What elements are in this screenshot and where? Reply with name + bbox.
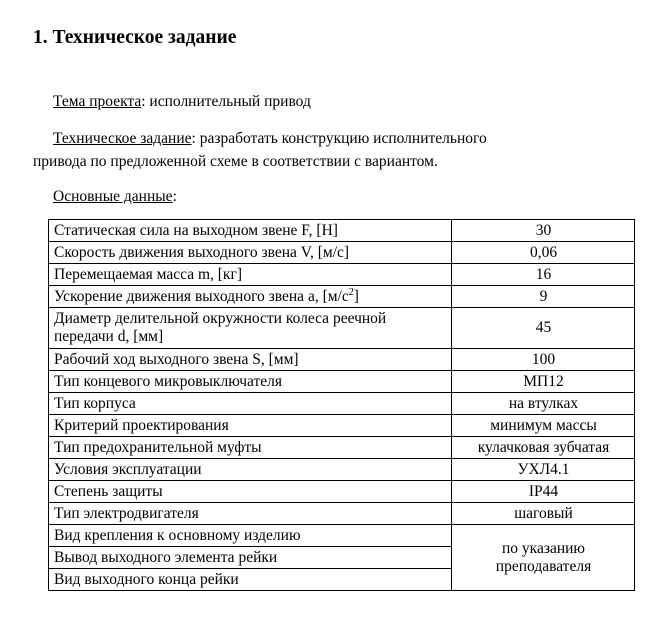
param-name-text: Ускорение движения выходного звена a, [м/с	[54, 287, 349, 305]
technical-task	[33, 127, 593, 173]
param-name	[49, 286, 452, 308]
param-value: УХЛ4.1	[452, 459, 635, 481]
param-value: кулачковая зубчатая	[452, 437, 635, 459]
technical-task-text-line1: : разработать конструкцию исполнительного	[191, 130, 487, 147]
param-value: МП12	[452, 371, 635, 393]
param-value: 30	[452, 220, 635, 242]
main-data-label: Основные данные	[53, 188, 173, 205]
main-data-caption	[53, 185, 177, 208]
param-value: минимум массы	[452, 415, 635, 437]
param-name: Тип электродвигателя	[49, 503, 452, 525]
param-name: Критерий проектирования	[49, 415, 452, 437]
param-name: Тип концевого микровыключателя	[49, 371, 452, 393]
table-row	[49, 308, 635, 349]
table-row	[49, 437, 635, 459]
param-name: Скорость движения выходного звена V, [м/с]	[49, 242, 452, 264]
param-value: 100	[452, 349, 635, 371]
param-value: IP44	[452, 481, 635, 503]
merged-param-value	[452, 525, 635, 591]
param-value: 9	[452, 286, 635, 308]
table-row	[49, 286, 635, 308]
table-row	[49, 242, 635, 264]
param-value: на втулках	[452, 393, 635, 415]
param-name-line1: Диаметр делительной окружности колеса реечной	[54, 310, 387, 327]
table-row	[49, 349, 635, 371]
param-name: Вид выходного конца рейки	[49, 569, 452, 591]
project-topic-label: Тема проекта	[53, 93, 142, 110]
main-data-colon: :	[172, 188, 177, 205]
param-value: 0,06	[452, 242, 635, 264]
table-row	[49, 503, 635, 525]
specification-table	[48, 219, 635, 591]
param-name: Тип предохранительной муфты	[49, 437, 452, 459]
merged-value-line1: по указанию	[501, 539, 586, 557]
param-name: Статическая сила на выходном звене F, [Н]	[49, 220, 452, 242]
param-name: Условия эксплуатации	[49, 459, 452, 481]
param-name: Перемещаемая масса m, [кг]	[49, 264, 452, 286]
param-name-end: ]	[353, 287, 359, 305]
table-row	[49, 415, 635, 437]
param-name: Вид крепления к основному изделию	[49, 525, 452, 547]
section-heading: 1. Техническое задание	[33, 27, 237, 48]
param-name: Рабочий ход выходного звена S, [мм]	[49, 349, 452, 371]
table-row	[49, 393, 635, 415]
param-name: Степень защиты	[49, 481, 452, 503]
param-value: шаговый	[452, 503, 635, 525]
project-topic-text: : исполнительный привод	[141, 93, 311, 110]
table-row	[49, 525, 635, 547]
table-row	[49, 264, 635, 286]
param-name: Вывод выходного элемента рейки	[49, 547, 452, 569]
table-row	[49, 220, 635, 242]
table-row	[49, 371, 635, 393]
param-name: Тип корпуса	[49, 393, 452, 415]
table-row	[49, 481, 635, 503]
param-name-superscript: 2	[348, 286, 354, 298]
merged-value-line2: преподавателя	[495, 557, 592, 575]
project-topic	[53, 90, 311, 113]
param-value: 16	[452, 264, 635, 286]
param-value: 45	[452, 308, 635, 349]
param-name-line2: передачи d, [мм]	[54, 328, 164, 345]
technical-task-text-line2: привода по предложенной схеме в соответствии с вариантом.	[33, 153, 438, 170]
technical-task-label: Техническое задание	[53, 130, 192, 147]
table-row	[49, 459, 635, 481]
param-name	[49, 308, 452, 349]
